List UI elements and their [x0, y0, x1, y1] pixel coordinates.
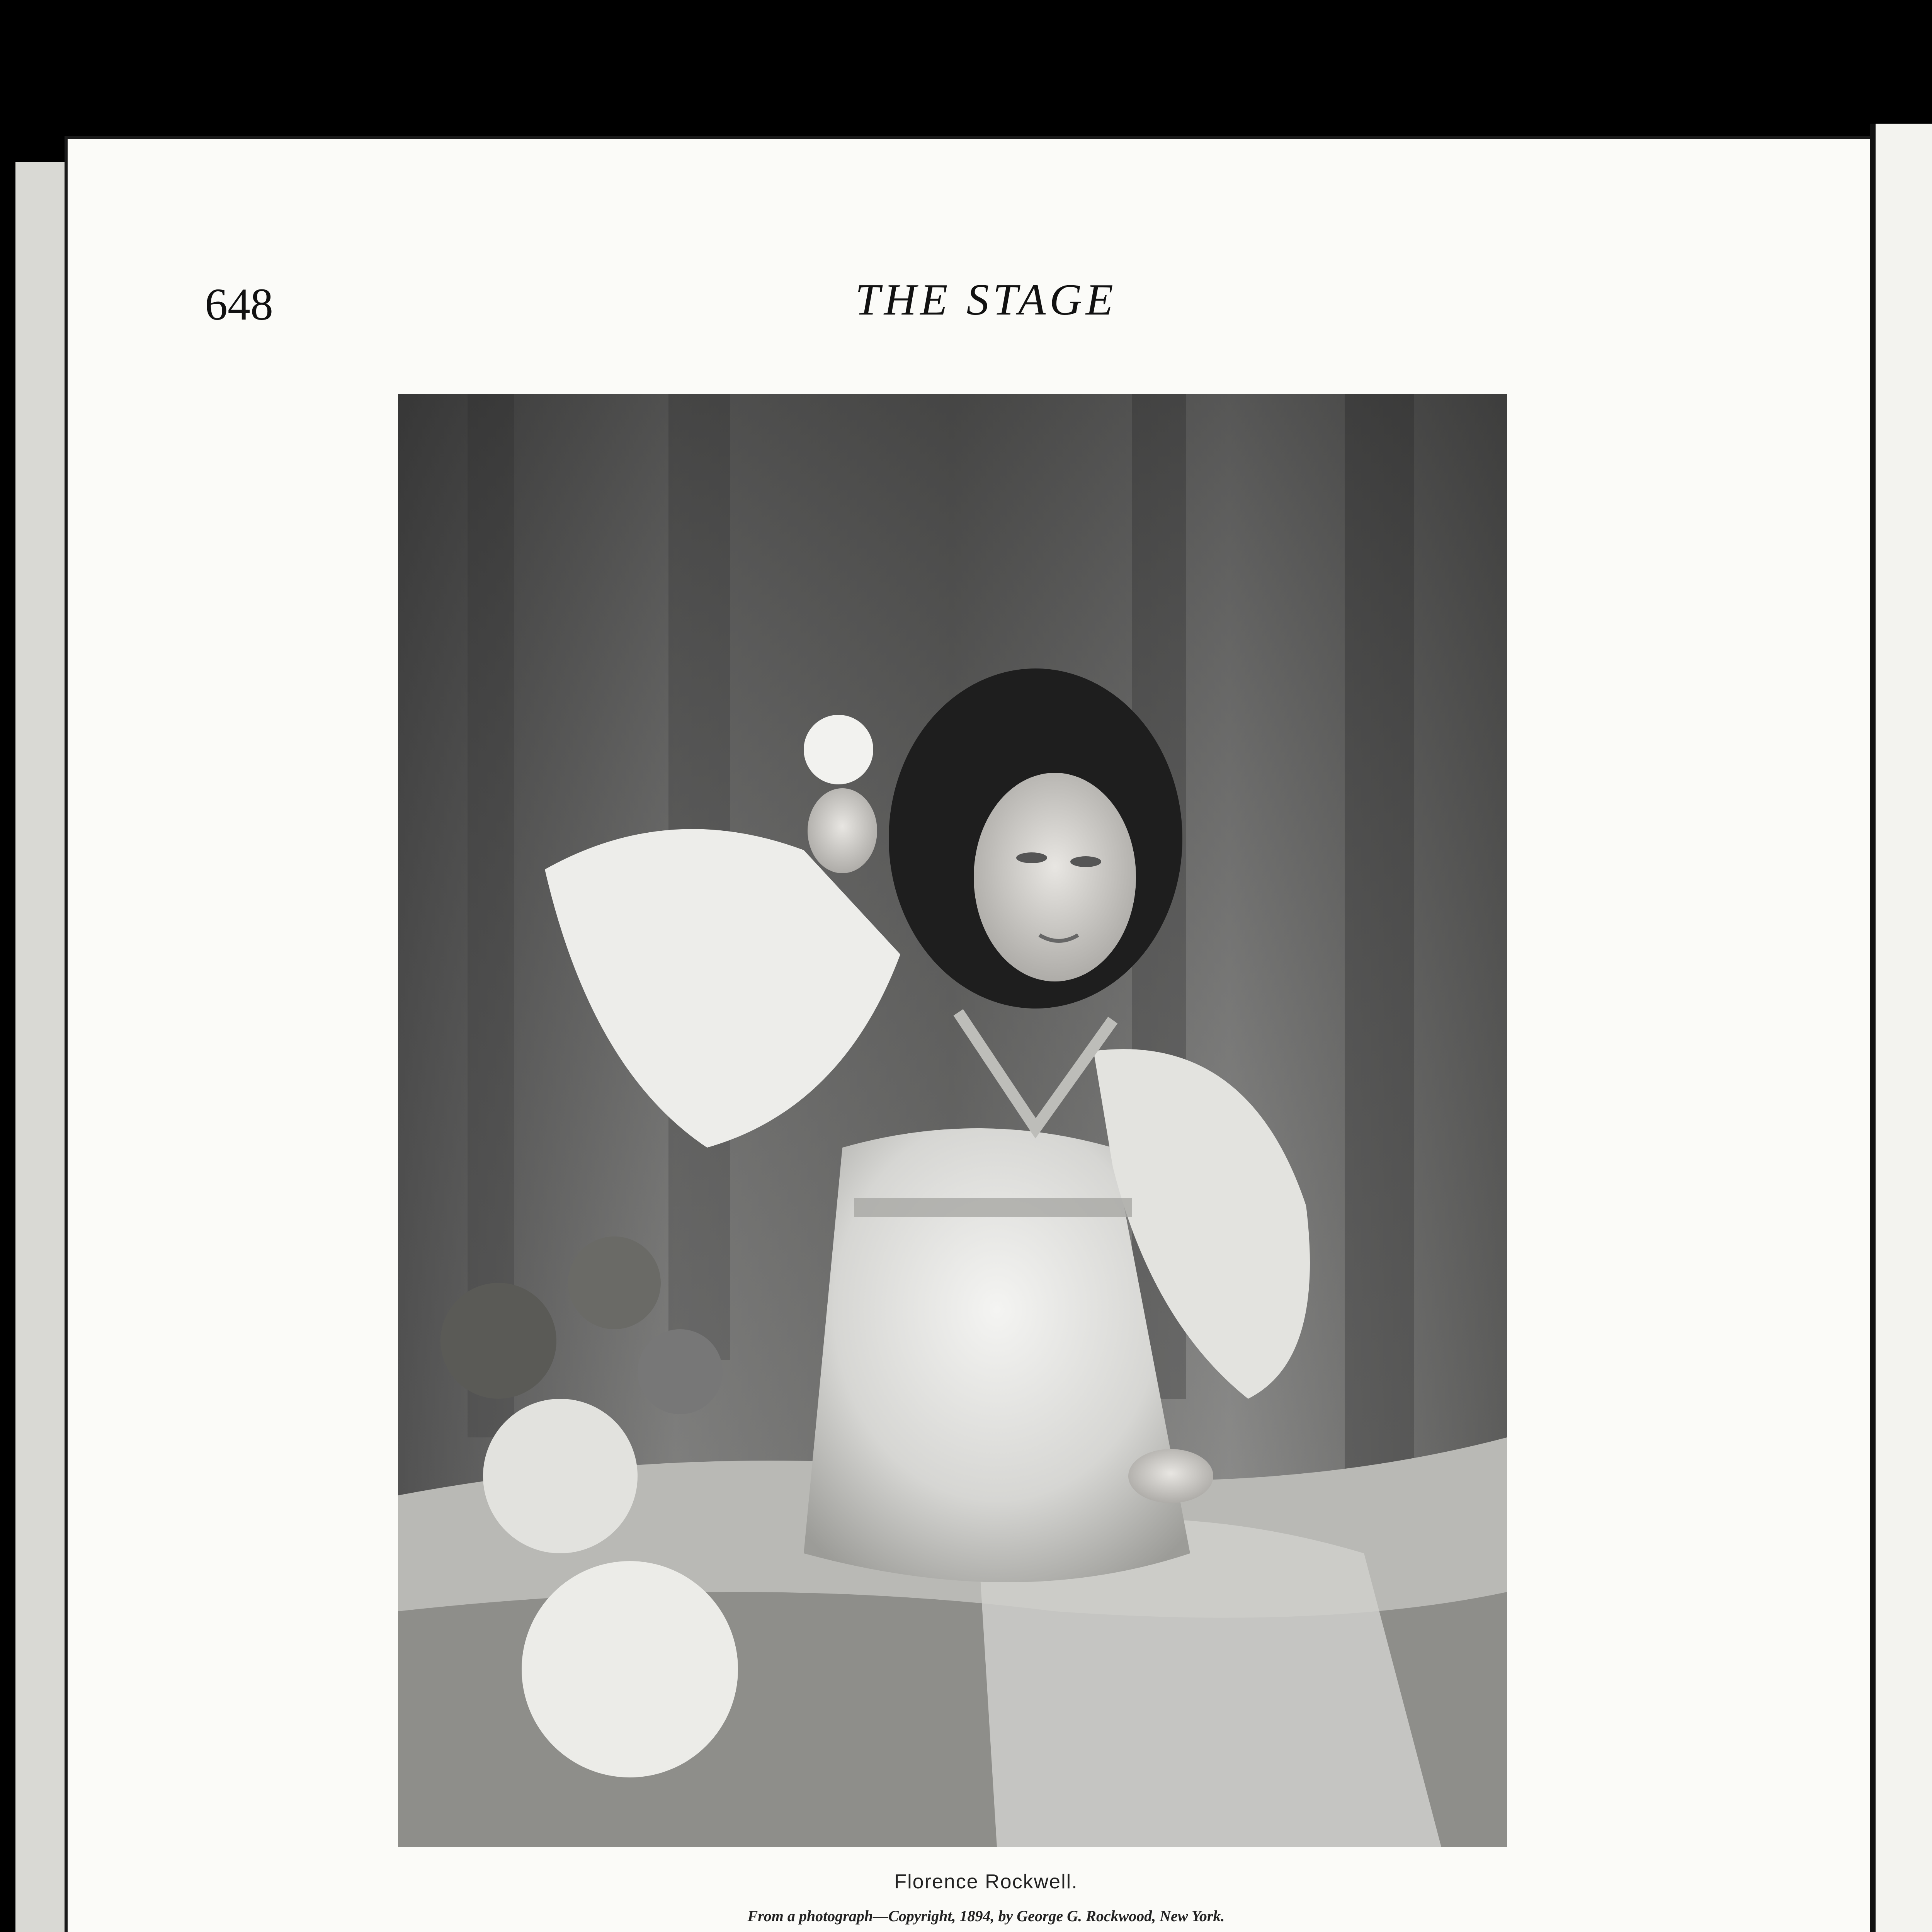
photo-caption: Florence Rockwell.: [894, 1871, 1078, 1893]
portrait-photograph: [398, 394, 1507, 1847]
next-page-sliver: [1870, 124, 1932, 1932]
running-head: THE STAGE: [855, 275, 1117, 325]
page-number: 648: [205, 279, 273, 330]
photo-credit: From a photograph—Copyright, 1894, by George G. Rockwood, New York.: [747, 1907, 1225, 1925]
adjacent-page-edge: [15, 162, 71, 1932]
